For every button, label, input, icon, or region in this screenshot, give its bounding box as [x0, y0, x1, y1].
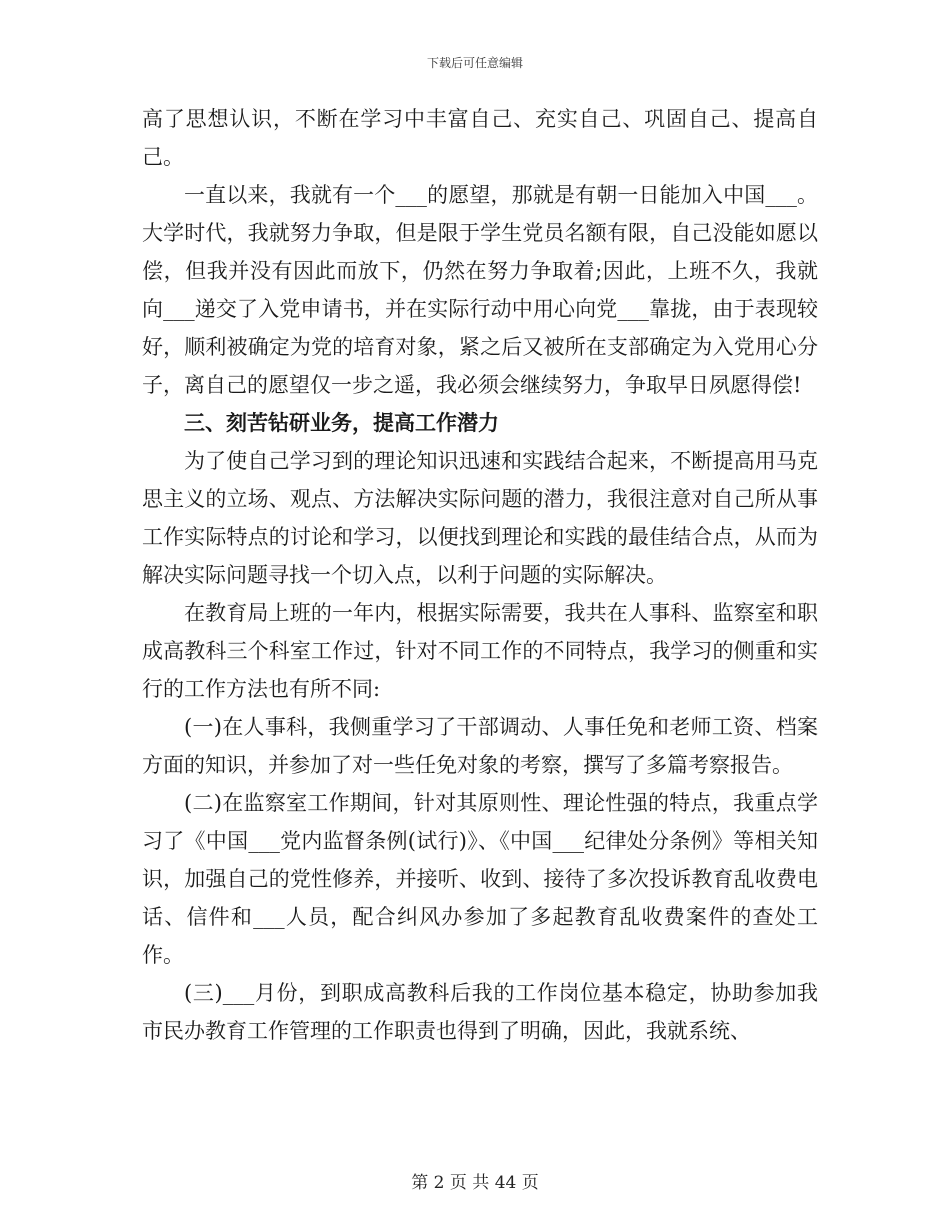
- paragraph: (二)在监察室工作期间，针对其原则性、理论性强的特点，我重点学习了《中国___党内监督条例(试行)》、《中国___纪律处分条例》等相关知识，加强自己的党性修养，并接听、收到、接待了多次投诉教育乱收费电话、信件和___人员，配合纠风办参加了多起教育乱收费案件的查处工作。: [142, 791, 818, 967]
- paragraph: 一直以来，我就有一个___的愿望，那就是有朝一日能加入中国___。大学时代，我就努力争取，但是限于学生党员名额有限，自己没能如愿以偿，但我并没有因此而放下，仍然在努力争取着;因此，上班不久，我就向___递交了入党申请书，并在实际行动中用心向党___靠拢，由于表现较好，顺利被确定为党的培育对象，紧之后又被所在支部确定为入党用心分子，离自己的愿望仅一步之遥，我必须会继续努力，争取早日夙愿得偿!: [142, 183, 818, 397]
- document-body: [142, 100, 818, 1050]
- paragraph: 在教育局上班的一年内，根据实际需要，我共在人事科、监察室和职成高教科三个科室工作过，针对不同工作的不同特点，我学习的侧重和实行的工作方法也有所不同:: [142, 601, 818, 701]
- page-number: 第 2 页 共 44 页: [411, 1173, 539, 1193]
- paragraph: (一)在人事科，我侧重学习了干部调动、人事任免和老师工资、档案方面的知识，并参加了对一些任免对象的考察，撰写了多篇考察报告。: [142, 715, 818, 777]
- paragraph: (三)___月份，到职成高教科后我的工作岗位基本稳定，协助参加我市民办教育工作管理的工作职责也得到了明确，因此，我就系统、: [142, 981, 818, 1043]
- paragraph-continuation: 高了思想认识，不断在学习中丰富自己、充实自己、巩固自己、提高自己。: [142, 107, 818, 169]
- header-note: 下载后可任意编辑: [426, 56, 523, 70]
- paragraph: 为了使自己学习到的理论知识迅速和实践结合起来，不断提高用马克思主义的立场、观点、方法解决实际问题的潜力，我很注意对自己所从事工作实际特点的讨论和学习，以便找到理论和实践的最佳结合点，从而为解决实际问题寻找一个切入点，以利于问题的实际解决。: [142, 449, 818, 587]
- section-heading: 三、刻苦钻研业务，提高工作潜力: [184, 410, 499, 435]
